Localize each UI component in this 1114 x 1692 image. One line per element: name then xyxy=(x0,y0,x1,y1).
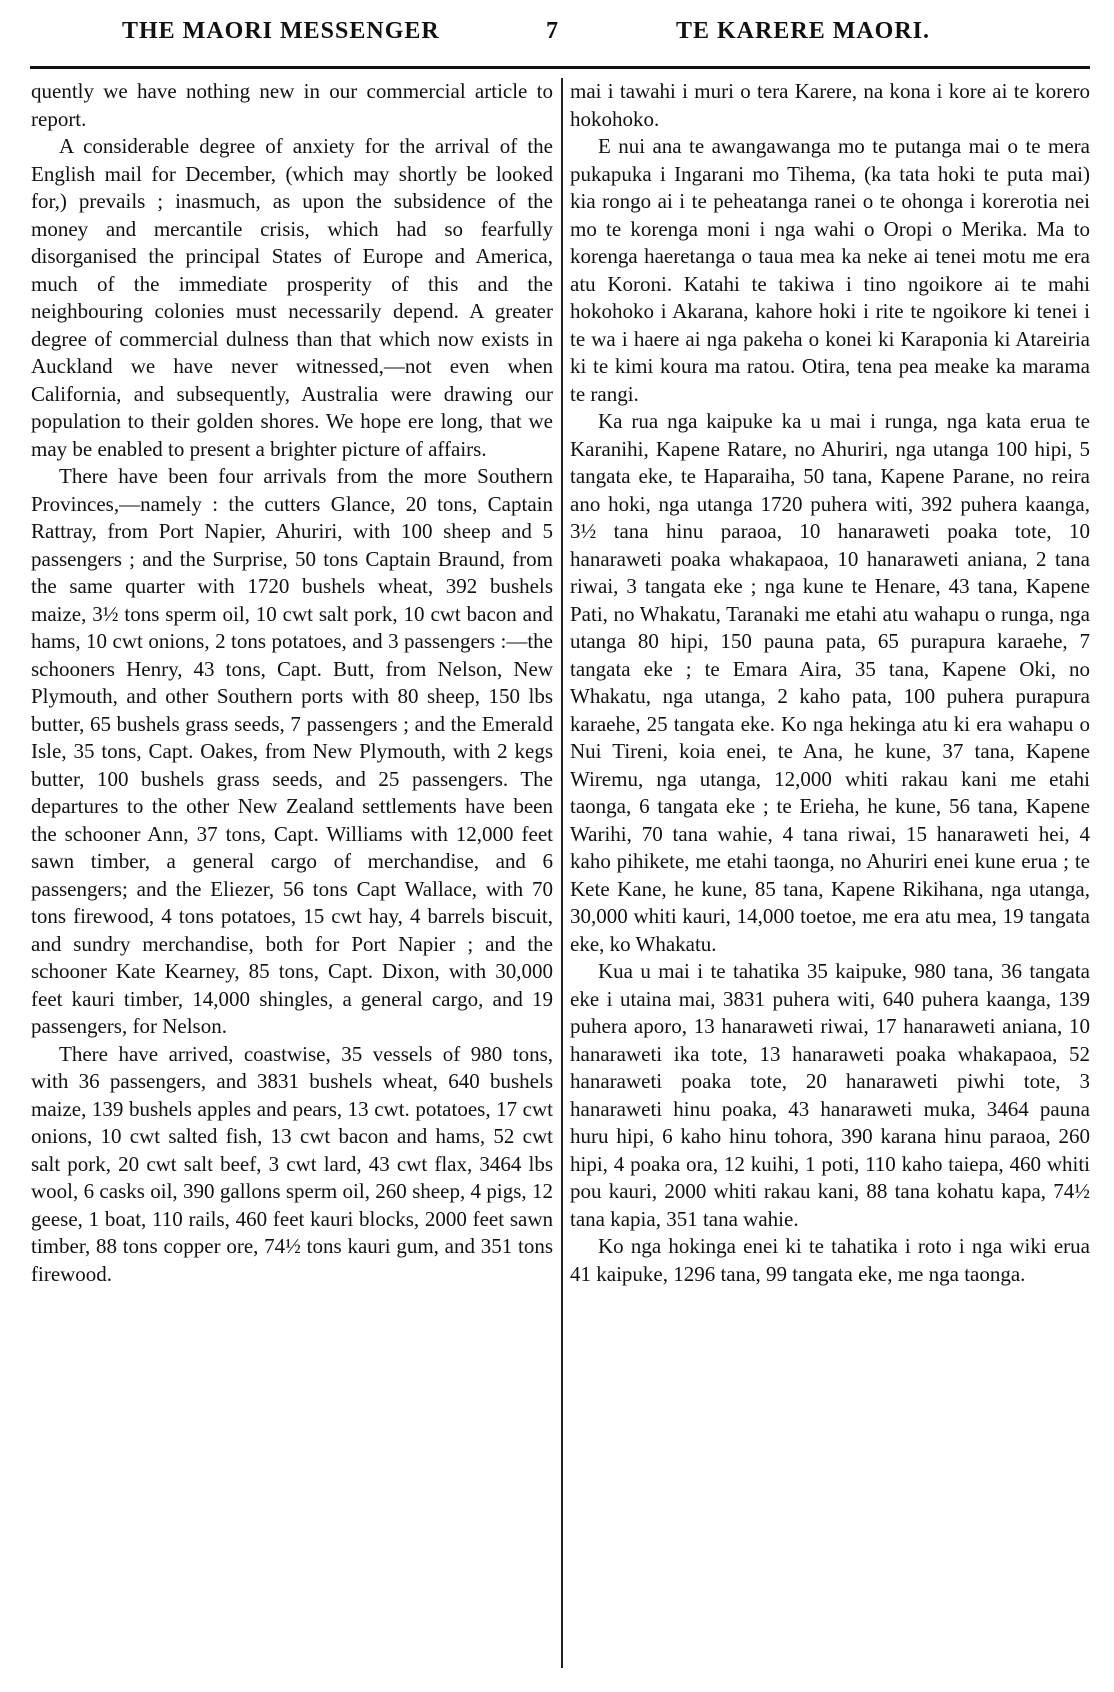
maori-masthead-title: TE KARERE MAORI. xyxy=(676,18,931,44)
maori-paragraph-5: Ko nga hokinga enei ki te tahatika i roto i nga wiki erua 41 kaipuke, 1296 tana, 99 tangata eke, me nga taonga. xyxy=(570,1234,1090,1286)
maori-paragraph-2: E nui ana te awangawanga mo te putanga mai o te mera pukapuka i Ingarani mo Tihema, (ka tata hoki te puta mai) kia rongo ai i te peheatanga ranei o te ohonga i korerotia nei mo te korenga moni i nga wahi o Oropi o Merika. Ma to korenga haeretanga o taua mea ka neke ai tenei motu me era atu Koroni. Katahi te takiwa i tino ngoikore ai te mahi hokohoko i Akarana, kahore hoki i rite te ngoikore ki tenei i te wa i haere ai nga pakeha o konei ki Karaponia ki Atareiria ki te kimi koura ma ratou. Otira, tena pea meake ka marama te rangi. xyxy=(570,134,1090,406)
maori-column xyxy=(570,78,1090,1670)
english-column xyxy=(31,78,553,1670)
masthead xyxy=(0,0,1114,72)
english-paragraph-2: A considerable degree of anxiety for the arrival of the English mail for December, (which may shortly be looked for,) prevails ; inasmuch, as upon the subsidence of the money and mercantile crisis, which had so fearfully disorganised the principal States of Europe and America, much of the immediate prosperity of this and the neighbouring colonies must necessarily depend. A greater degree of commercial dulness than that which now exists in Auckland we have never witnessed,—not even when California, and subsequently, Australia were drawing our population to their golden shores. We hope ere long, that we may be enabled to present a brighter picture of affairs. xyxy=(31,134,553,461)
column-divider xyxy=(561,78,563,1668)
maori-paragraph-4: Kua u mai i te tahatika 35 kaipuke, 980 tana, 36 tangata eke i utaina mai, 3831 puhera witi, 640 puhera kaanga, 139 puhera aporo, 13 hanaraweti riwai, 17 hanaraweti aniana, 10 hanaraweti ika tote, 13 hanaraweti poaka whakapaoa, 52 hanaraweti poaka tote, 20 hanaraweti piwhi tote, 3 hanaraweti hinu poaka, 43 hanaraweti muka, 3464 pauna huru hipi, 6 kaho hinu tohora, 390 karana hinu paraoa, 260 hipi, 4 poaka ora, 12 kuihi, 1 poti, 110 kaho taiepa, 460 whiti pou kauri, 2000 whiti rakau kani, 88 tana kohatu kapa, 74½ tana kapia, 351 tana wahie. xyxy=(570,959,1090,1231)
english-paragraph-1: quently we have nothing new in our commercial article to report. xyxy=(31,79,553,131)
english-paragraph-4: There have arrived, coastwise, 35 vessels of 980 tons, with 36 passengers, and 3831 bushels wheat, 640 bushels maize, 139 bushels apples and pears, 13 cwt. potatoes, 17 cwt onions, 10 cwt salted fish, 13 cwt bacon and hams, 52 cwt salt pork, 20 cwt salt beef, 3 cwt lard, 43 cwt flax, 3464 lbs wool, 6 casks oil, 390 gallons sperm oil, 260 sheep, 4 pigs, 12 geese, 1 boat, 110 rails, 460 feet kauri blocks, 2000 feet sawn timber, 88 tons copper ore, 74½ tons kauri gum, and 351 tons firewood. xyxy=(31,1041,553,1286)
maori-paragraph-1: mai i tawahi i muri o tera Karere, na kona i kore ai te korero hokohoko. xyxy=(570,79,1090,131)
header-rule xyxy=(30,66,1090,69)
english-paragraph-3: There have been four arrivals from the more Southern Provinces,—namely : the cutters Glance, 20 tons, Captain Rattray, from Port Napier, Ahuriri, with 100 sheep and 5 passengers ; and the Surprise, 50 tons Captain Braund, from the same quarter with 1720 bushels wheat, 392 bushels maize, 3½ tons sperm oil, 10 cwt salt pork, 10 cwt bacon and hams, 10 cwt onions, 2 tons potatoes, and 3 passengers :—the schooners Henry, 43 tons, Capt. Butt, from Nelson, New Plymouth, and other Southern ports with 80 sheep, 150 lbs butter, 65 bushels grass seeds, 7 passengers ; and the Emerald Isle, 35 tons, Capt. Oakes, from New Plymouth, with 2 kegs butter, 100 bushels grass seeds, and 25 passengers. The departures to the other New Zealand settlements have been the schooner Ann, 37 tons, Capt. Williams with 12,000 feet sawn timber, a general cargo of merchandise, and 6 passengers; and the Eliezer, 56 tons Capt Wallace, with 70 tons firewood, 4 tons potatoes, 15 cwt hay, 4 barrels biscuit, and sundry merchandise, both for Port Napier ; and the schooner Kate Kearney, 85 tons, Capt. Dixon, with 30,000 feet kauri timber, 14,000 shingles, a general cargo, and 19 passengers, for Nelson. xyxy=(31,464,553,1038)
maori-paragraph-3: Ka rua nga kaipuke ka u mai i runga, nga kata erua te Karanihi, Kapene Ratare, no Ahuriri, nga utanga 100 hipi, 5 tangata eke, te Haparaiha, 50 tana, Kapene Parane, no reira ano hoki, nga utanga 1720 puhera witi, 392 puhera kaanga, 3½ tana hinu paraoa, 10 hanaraweti poaka tote, 10 hanaraweti poaka whakapaoa, 10 hanaraweti aniana, 2 tana riwai, 3 tangata eke ; nga kune te Henare, 43 tana, Kapene Pati, no Whakatu, Taranaki me etahi atu wahapu o runga, nga utanga 80 hipi, 150 pauna pata, 65 purapura karaehe, 7 tangata eke ; te Emara Aira, 35 tana, Kapene Oki, no Whakatu, nga utanga, 2 kaho pata, 100 puhera purapura karaehe, 25 tangata eke. Ko nga hekinga atu ki era wahapu o Nui Tireni, koia enei, te Ana, he kune, 37 tana, Kapene Wiremu, nga utanga, 12,000 whiti rakau kani me etahi taonga, 6 tangata eke ; te Erieha, he kune, 56 tana, Kapene Warihi, 70 tana wahie, 4 tana riwai, 15 hanaraweti hei, 4 kaho pihikete, me etahi taonga, no Ahuriri enei kune erua ; te Kete Kane, he kune, 85 tana, Kapene Rikihana, nga utanga, 30,000 whiti kauri, 14,000 toetoe, me era atu mea, 19 tangata eke, ko Whakatu. xyxy=(570,409,1090,956)
page-number: 7 xyxy=(546,18,559,44)
english-masthead-title: THE MAORI MESSENGER xyxy=(122,18,440,44)
